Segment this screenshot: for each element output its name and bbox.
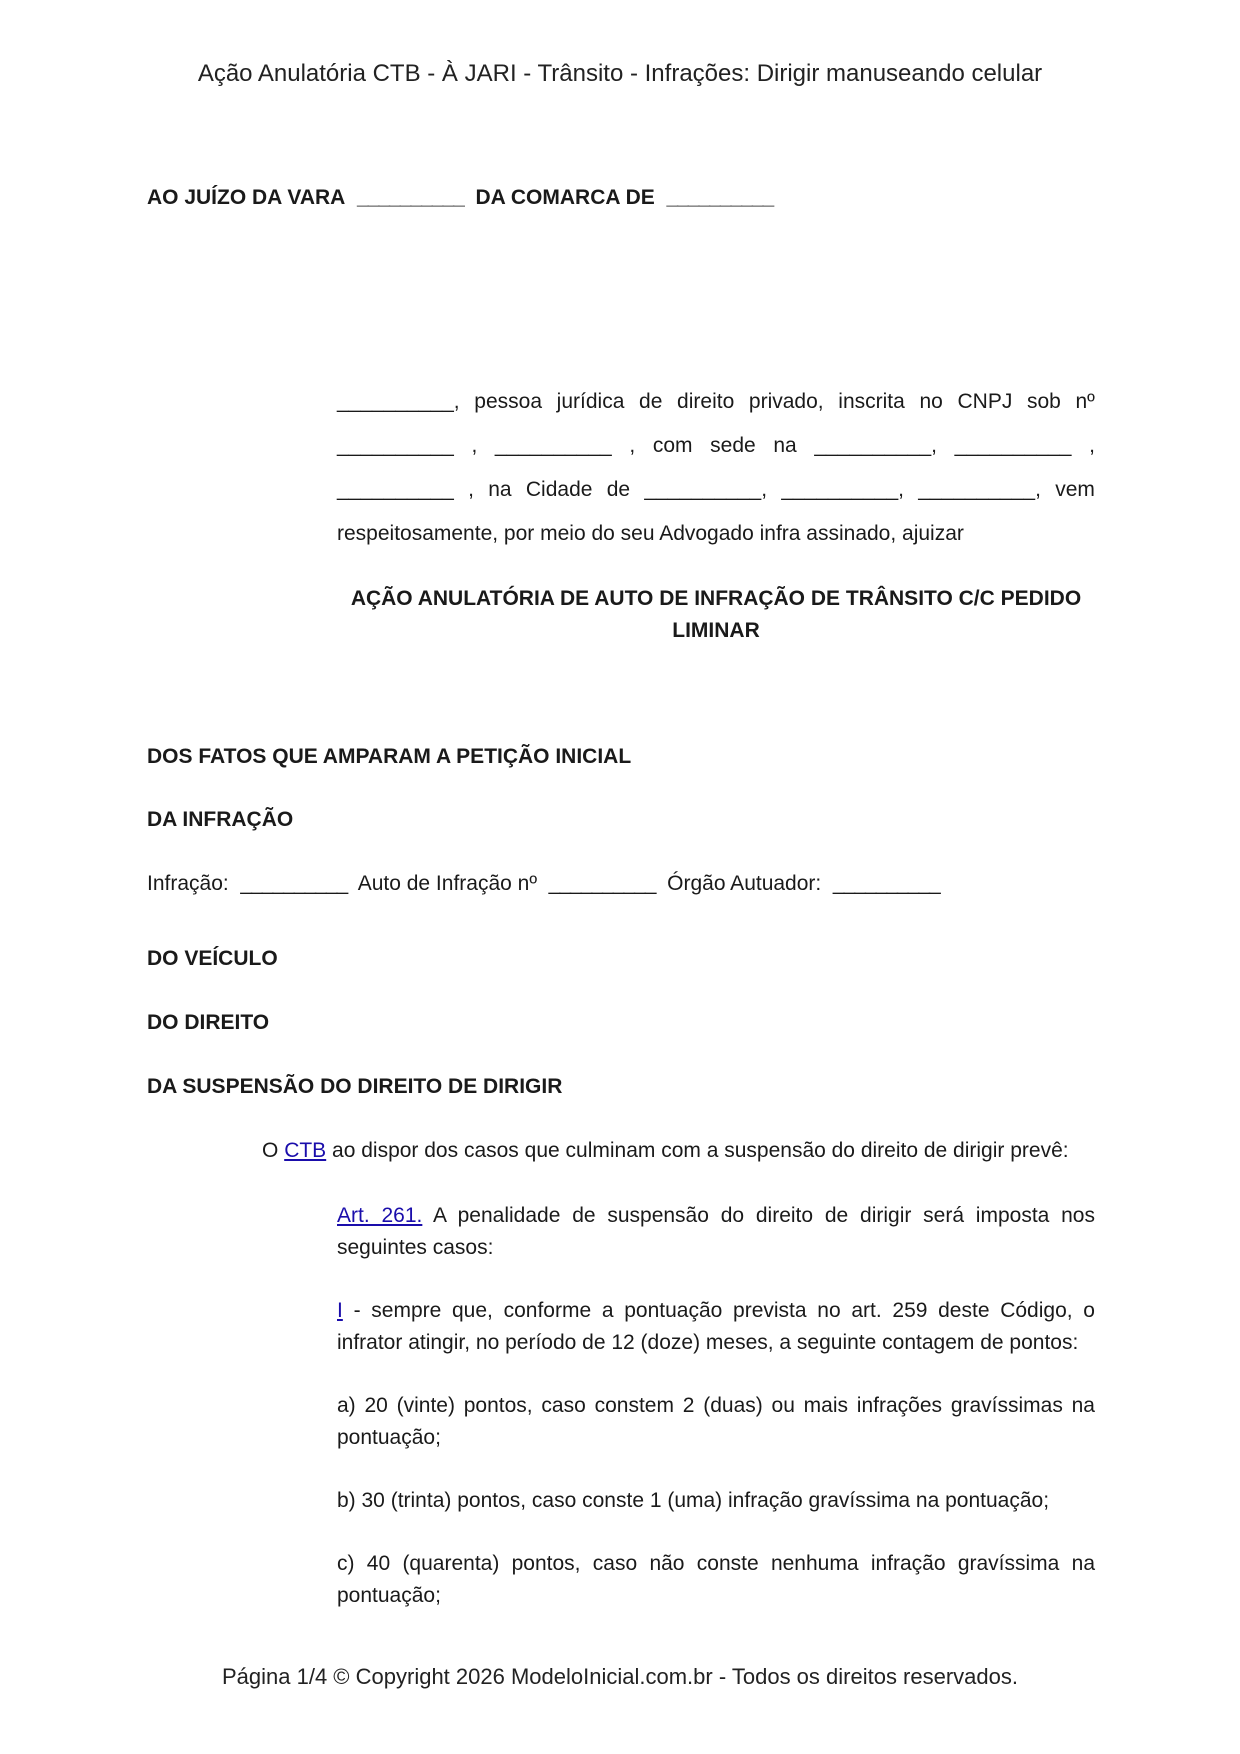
infraction-line xyxy=(147,869,940,899)
party-word: __________, xyxy=(918,478,1041,501)
address-blank-vara: __________ xyxy=(357,186,464,209)
party-word: __________, xyxy=(781,478,904,501)
party-word: de xyxy=(606,478,631,501)
party-row-2 xyxy=(337,431,1095,461)
action-title-line-2: LIMINAR xyxy=(672,619,760,642)
heading-vehicle: DO VEÍCULO xyxy=(147,947,278,970)
party-word: jurídica xyxy=(556,390,625,413)
party-word: , xyxy=(468,478,474,501)
party-word: sede xyxy=(710,434,756,457)
intro-suffix: ao dispor dos casos que culminam com a suspensão do direito de dirigir prevê: xyxy=(332,1139,1069,1162)
orgao-label: Órgão Autuador: xyxy=(667,872,822,895)
party-word: nº xyxy=(1075,390,1095,413)
party-word: sob xyxy=(1026,390,1061,413)
court-address xyxy=(147,183,773,213)
party-row-1 xyxy=(337,387,1095,417)
party-word: __________, xyxy=(337,390,460,413)
party-word: Cidade xyxy=(525,478,593,501)
intro-paragraph xyxy=(262,1136,1069,1166)
party-word: na xyxy=(773,434,797,457)
heading-facts: DOS FATOS QUE AMPARAM A PETIÇÃO INICIAL xyxy=(147,745,632,768)
art-261-text: A penalidade de suspensão do direito de dirigir será imposta nos seguintes casos: xyxy=(337,1204,1095,1259)
page-footer: Página 1/4 © Copyright 2026 ModeloInicial.com.br - Todos os direitos reservados. xyxy=(222,1664,1018,1689)
infraction-blank: __________ xyxy=(240,872,348,895)
intro-prefix: O xyxy=(262,1139,279,1162)
party-word: na xyxy=(488,478,512,501)
party-word: __________, xyxy=(644,478,768,501)
party-word: __________ xyxy=(337,434,454,457)
party-word: privado, xyxy=(748,390,824,413)
party-word: no xyxy=(919,390,943,413)
address-blank-comarca: __________ xyxy=(666,186,774,209)
party-word: __________ xyxy=(337,478,454,501)
party-row-4: respeitosamente, por meio do seu Advogado infra assinado, ajuizar xyxy=(337,522,964,545)
party-word: , xyxy=(629,434,636,457)
party-word: vem xyxy=(1055,478,1095,501)
party-word: __________ xyxy=(494,434,612,457)
item-b: b) 30 (trinta) pontos, caso conste 1 (uma) infração gravíssima na pontuação; xyxy=(337,1489,1050,1512)
auto-label: Auto de Infração nº xyxy=(357,872,537,895)
party-word: __________ xyxy=(954,434,1072,457)
action-title-line-1: AÇÃO ANULATÓRIA DE AUTO DE INFRAÇÃO DE TRÂNSITO C/C PEDIDO xyxy=(350,587,1082,610)
party-word: CNPJ xyxy=(957,390,1013,413)
party-word: , xyxy=(471,434,478,457)
item-i xyxy=(337,1295,1095,1359)
party-word: com xyxy=(652,434,693,457)
item-i-link[interactable]: I xyxy=(337,1299,343,1322)
heading-infraction: DA INFRAÇÃO xyxy=(147,808,294,831)
item-a: a) 20 (vinte) pontos, caso constem 2 (duas) ou mais infrações gravíssimas na pontuação; xyxy=(337,1394,1095,1449)
orgao-blank: __________ xyxy=(832,872,940,895)
item-i-text: - sempre que, conforme a pontuação prevista no art. 259 deste Código, o infrator atingir, no período de 12 (doze) meses, a seguinte contagem de pontos: xyxy=(337,1299,1095,1354)
heading-suspension: DA SUSPENSÃO DO DIREITO DE DIRIGIR xyxy=(147,1075,563,1098)
item-c: c) 40 (quarenta) pontos, caso não conste nenhuma infração gravíssima na pontuação; xyxy=(337,1552,1095,1607)
party-word: inscrita xyxy=(838,390,905,413)
party-row-3 xyxy=(337,475,1095,505)
address-middle: DA COMARCA DE xyxy=(475,186,655,209)
party-word: de xyxy=(639,390,663,413)
ctb-link[interactable]: CTB xyxy=(284,1139,327,1162)
page-header: Ação Anulatória CTB - À JARI - Trânsito - Infrações: Dirigir manuseando celular xyxy=(197,60,1043,87)
infraction-label: Infração: xyxy=(147,872,229,895)
party-word: pessoa xyxy=(474,390,543,413)
art-261-link[interactable]: Art. 261. xyxy=(337,1204,423,1227)
address-prefix: AO JUÍZO DA VARA xyxy=(147,186,346,209)
article-261 xyxy=(337,1200,1095,1264)
heading-law: DO DIREITO xyxy=(147,1011,270,1034)
party-word: , xyxy=(1089,434,1095,457)
action-title xyxy=(337,583,1095,647)
party-word: direito xyxy=(677,390,735,413)
auto-blank: __________ xyxy=(548,872,656,895)
party-word: __________, xyxy=(814,434,937,457)
